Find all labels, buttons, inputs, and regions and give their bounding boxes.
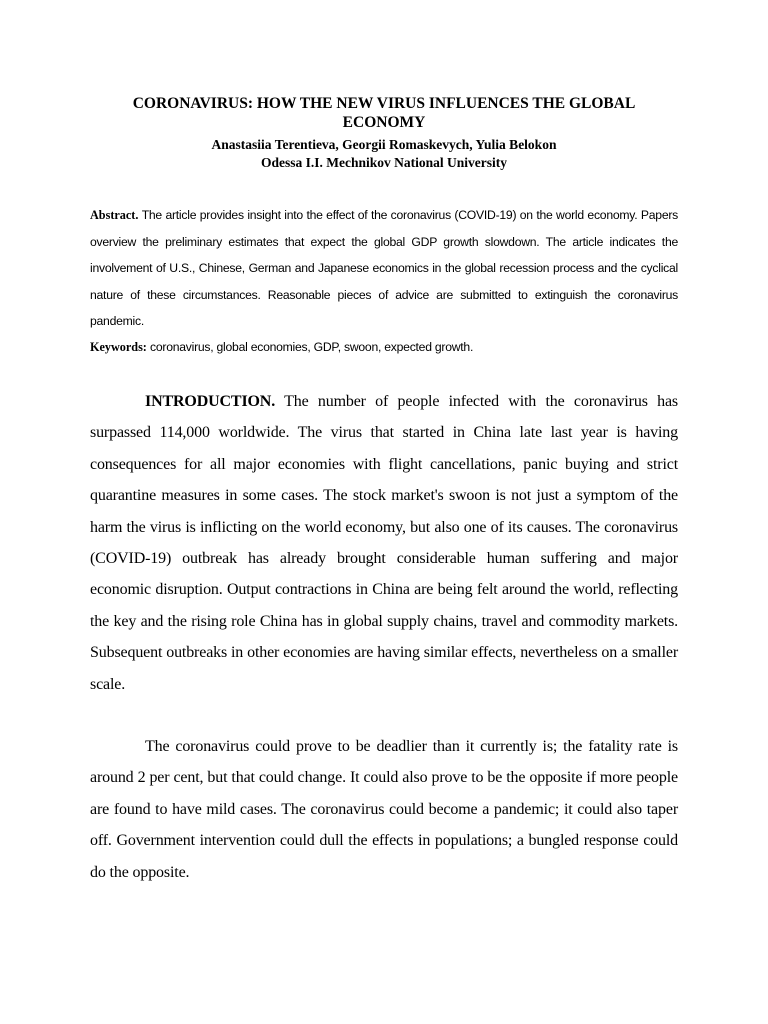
affiliation: Odessa I.I. Mechnikov National University xyxy=(260,155,507,170)
keywords-text: coronavirus, global economies, GDP, swoon, expected growth. xyxy=(146,340,474,354)
introduction-paragraph xyxy=(90,386,678,700)
body-paragraph: The coronavirus could prove to be deadlier than it currently is; the fatality rate is around 2 per cent, but that could change. It could also prove to be the opposite if more people are found to have mild cases. The coronavirus could become a pandemic; it could also taper off. Government intervention could dull the effects in populations; a bungled response could do the opposite. xyxy=(90,738,678,881)
abstract-label: Abstract. xyxy=(90,208,139,222)
paper-title: CORONAVIRUS: HOW THE NEW VIRUS INFLUENCES THE GLOBAL ECONOMY xyxy=(132,95,636,131)
abstract xyxy=(90,202,678,335)
author-list: Anastasiia Terentieva, Georgii Romaskevych, Yulia Belokon xyxy=(211,137,557,152)
keywords xyxy=(90,334,678,360)
introduction-text: The number of people infected with the coronavirus has surpassed 114,000 worldwide. The virus that started in China late last year is having consequences for all major economies with flight cancellations, panic buying and strict quarantine measures in some cases. The stock market's swoon is not just a symptom of the harm the virus is inflicting on the world economy, but also one of its causes. The coronavirus (COVID-19) outbreak has already brought considerable human suffering and major economic disruption. Output contractions in China are being felt around the world, reflecting the key and the rising role China has in global supply chains, travel and commodity markets. Subsequent outbreaks in other economies are having similar effects, nevertheless on a smaller scale. xyxy=(90,393,678,693)
keywords-label: Keywords: xyxy=(90,340,147,354)
abstract-text: The article provides insight into the effect of the coronavirus (COVID-19) on the world economy. Papers overview the preliminary estimates that expect the global GDP growth slowdown. The article indicates the involvement of U.S., Chinese, German and Japanese economics in the global recession process and the cyclical nature of these circumstances. Reasonable pieces of advice are submitted to extinguish the coronavirus pandemic. xyxy=(90,208,678,329)
introduction-heading: INTRODUCTION. xyxy=(145,393,276,410)
